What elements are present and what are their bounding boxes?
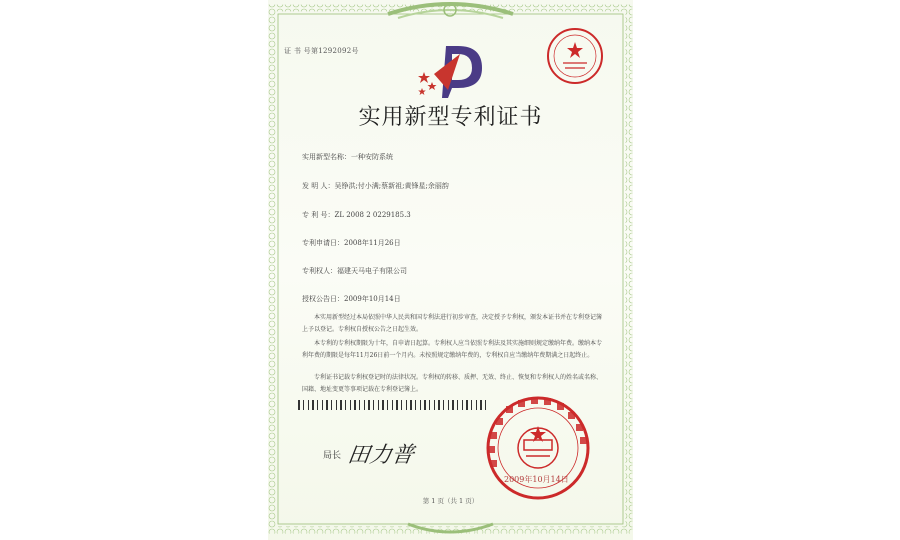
seal-date: 2009年10月14日 [504,475,569,484]
field-label: 授权公告日： [302,295,344,303]
agency-seal-icon [548,29,602,83]
field-inventors [302,181,449,191]
field-patentee [302,266,407,276]
field-label: 实用新型名称： [302,153,351,161]
page-number: 第 1 页（共 1 页） [422,497,479,505]
director-signature: 田力普 [345,443,416,468]
field-value: ZL 2008 2 0229185.3 [334,211,411,219]
director-block [323,448,341,461]
field-label: 发 明 人： [302,182,335,190]
field-label: 专利申请日： [302,239,344,247]
paragraph-term: 本专利的专利权期限为十年，自申请日起算。专利权人应当依照专利法及其实施细则规定缴纳年费。缴纳本专利年费的期限是每年11月26日前一个月内。未按照规定缴纳年费的，专利权自应当缴纳年费期满之日起终止。 [302,340,603,359]
certificate-title: 实用新型专利证书 [358,105,543,130]
field-grant-date [302,294,401,304]
barcode [298,400,488,412]
field-value: 吴铮洪;付小满;蔡新祖;黄锋星;余丽韵 [334,182,449,190]
director-label: 局长 [323,451,342,461]
field-label: 专 利 号： [302,211,335,219]
field-value: 一种安防系统 [351,153,393,161]
paragraph-register: 专利证书记载专利权登记时的法律状况。专利权的转移、质押、无效、终止、恢复和专利权人的姓名或名称、国籍、地址变更等事项记载在专利登记簿上。 [302,374,603,393]
field-label: 专利权人： [302,267,337,275]
field-patent-number [302,210,411,220]
paragraph-grant: 本实用新型经过本局依照中华人民共和国专利法进行初步审查，决定授予专利权，颁发本证书并在专利登记簿上予以登记。专利权自授权公告之日起生效。 [302,314,603,333]
field-utility-model-name [302,152,393,162]
certificate-number: 证 书 号第1292092号 [284,47,359,55]
field-application-date [302,238,401,248]
patent-certificate [268,0,633,540]
field-value: 2009年10月14日 [344,295,401,303]
field-value: 2008年11月26日 [344,239,401,247]
field-value: 福建天马电子有限公司 [337,267,407,275]
patent-logo-icon [418,46,482,98]
